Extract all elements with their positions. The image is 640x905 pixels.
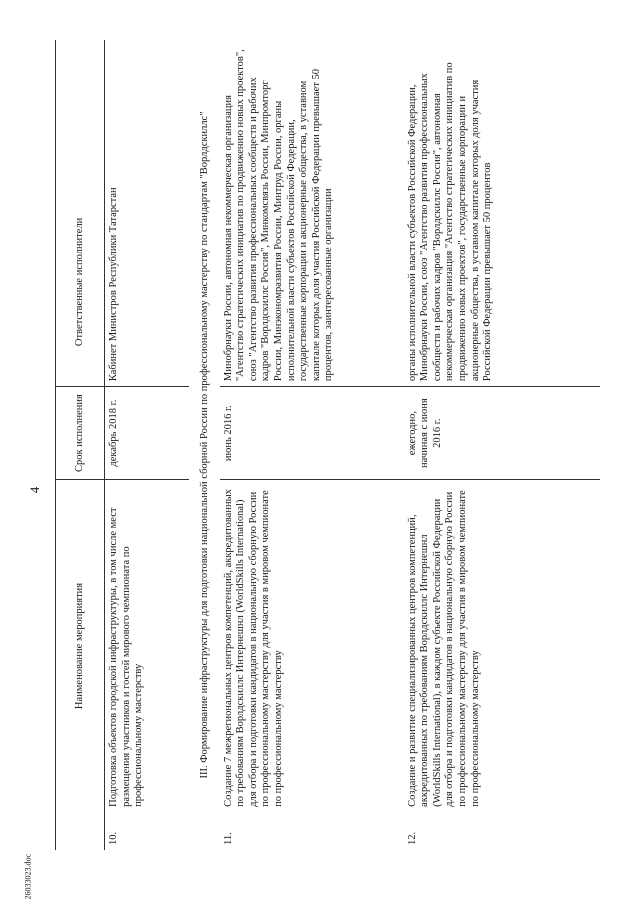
- row-number: 11.: [222, 832, 234, 845]
- row-term: ежегодно, начиная с июня 2016 г.: [404, 387, 600, 480]
- page-number: 4: [27, 486, 42, 494]
- header-term: Срок исполнения: [56, 387, 105, 480]
- row-executors: Кабинет Министров Республики Татарстан: [105, 40, 190, 387]
- header-executors: Ответственные исполнители: [56, 40, 105, 387]
- row-number: 10.: [108, 831, 119, 845]
- row-measure-name: Создание 7 межрегиональных центров компетенций, аккредитованных по требованиям Ворлдскиллс Интернешнл (WorldSkills International) для отбора и подготовки кандидатов в национальную сборную России по профессиональному мастерству для участия в мировом чемпионате по профессиональному мастерству: [222, 489, 284, 807]
- row-executors: органы исполнительной власти субъектов Российской Федерации, Минобрнауки России, союз "Агентство развития профессиональных сообществ и рабочих кадров "Ворлдскиллс Россия", автономная некоммерческая организация "Агентство стратегических инициатив по продвижению новых проектов", государственные корпорации и акционерные общества, в уставном капитале которых доля участия Российской Федерации превышает 50 процентов: [404, 40, 600, 387]
- row-term: декабрь 2018 г.: [105, 387, 190, 480]
- document-code: 26033023.doc: [23, 853, 33, 900]
- row-term: июнь 2016 г.: [220, 387, 404, 480]
- row-measure-name: Подготовка объектов городской инфраструктуры, в том числе мест размещения участников и гостей мирового чемпионата по профессиональному мастерству: [108, 507, 145, 807]
- table-row: [404, 40, 600, 850]
- table-row: [105, 40, 190, 850]
- table-header-row: [56, 40, 105, 850]
- table-row: [220, 40, 404, 850]
- row-number: 12.: [406, 831, 418, 845]
- section-heading-row: [189, 40, 220, 850]
- rotated-table-container: [55, 40, 595, 850]
- header-number-cell: [56, 812, 105, 850]
- section-title: III. Формирование инфраструктуры для подготовки национальной сборной России по профессиональному мастерству по стандартам "Ворлдскиллс": [199, 111, 210, 779]
- row-measure-name: Создание и развитие специализированных центров компетенций, аккредитованных по требованиям Ворлдскиллс Интернешнл (WorldSkills International), в каждом субъекте Российской Федерации для отбора и подготовки кандидатов в национальную сборную России по профессиональному мастерству для участия в мировом чемпионате по профессиональному мастерству: [406, 490, 481, 807]
- measures-table: [55, 40, 600, 850]
- header-name: Наименование мероприятия: [56, 480, 105, 812]
- row-executors: Минобрнауки России, автономная некоммерческая организация "Агентство стратегических инициатив по продвижению новых проектов", союз "Агентство развития профессиональных сообществ и рабочих кадров "Ворлдскиллс Россия", Минкомсвязь России, Минпромторг России, Минэкономразвития России, Минтруд России, органы исполнительной власти субъектов Российской Федерации, государственные корпорации и акционерные общества, в уставном капитале которых доля участия Российской Федерации превышает 50 процентов, заинтересованные организации: [220, 40, 404, 387]
